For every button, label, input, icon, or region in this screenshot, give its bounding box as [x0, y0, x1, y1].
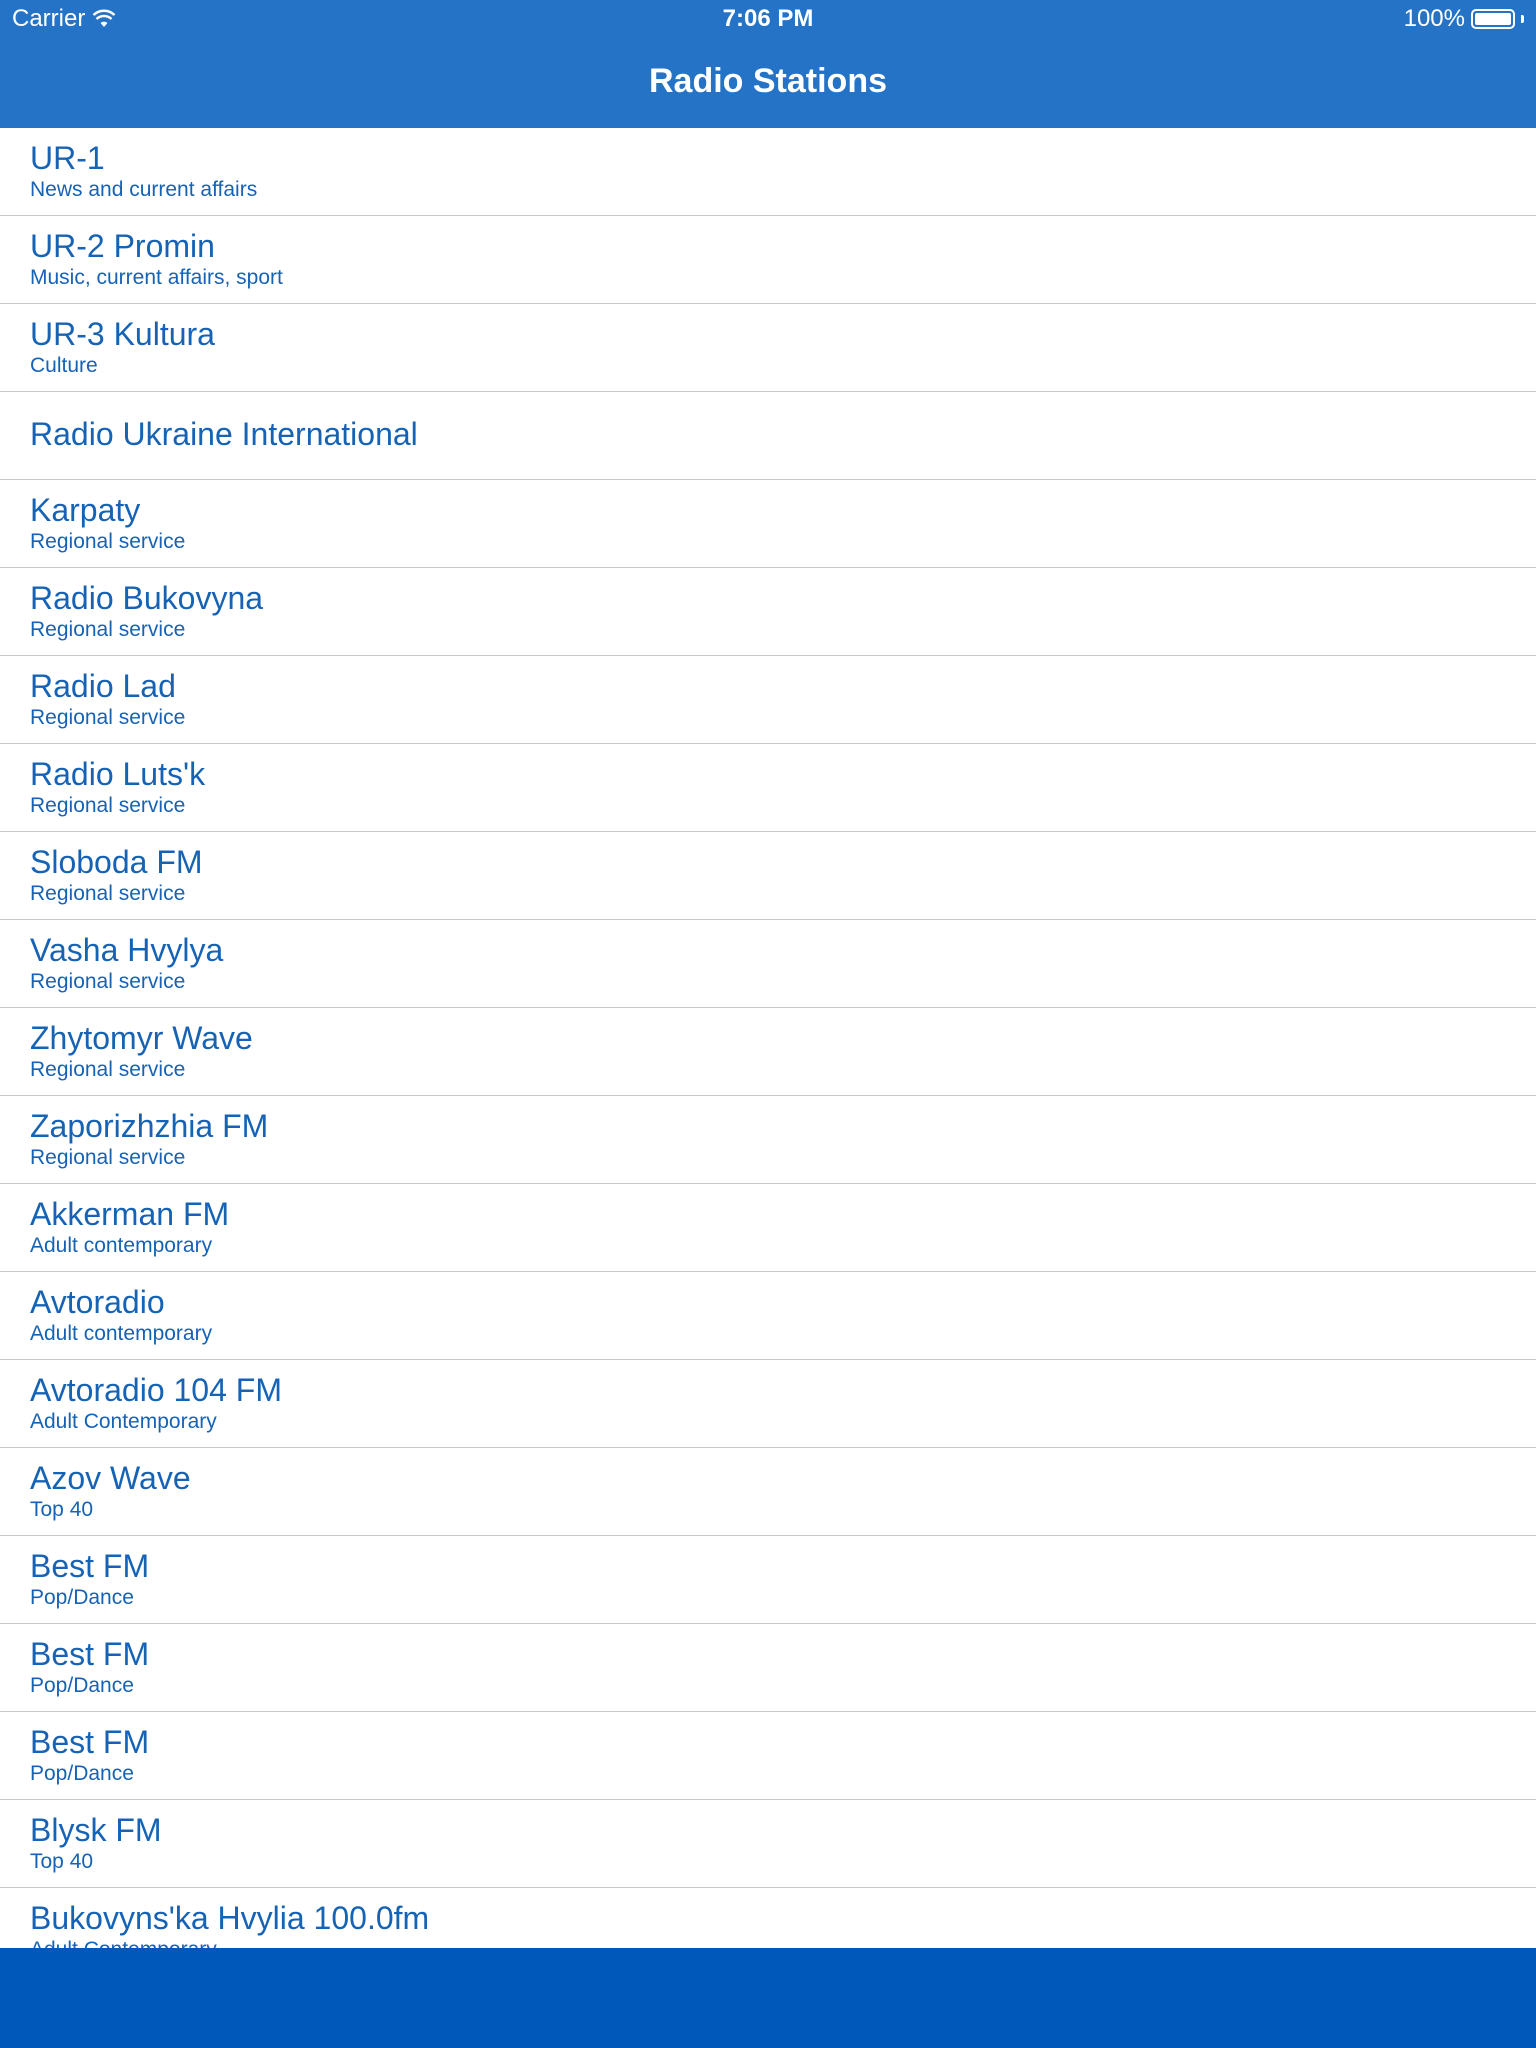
- station-name: Best FM: [30, 1724, 150, 1760]
- station-name: Radio Bukovyna: [30, 580, 264, 616]
- station-name: Sloboda FM: [30, 844, 203, 880]
- page-title: Radio Stations: [648, 62, 888, 100]
- station-name: Akkerman FM: [30, 1196, 230, 1232]
- station-genre: Regional service: [30, 530, 186, 553]
- station-row[interactable]: [0, 1272, 1536, 1360]
- station-genre: Regional service: [30, 970, 186, 993]
- station-name: Karpaty: [30, 492, 141, 528]
- station-row[interactable]: [0, 1448, 1536, 1536]
- station-row[interactable]: [0, 832, 1536, 920]
- station-genre: Regional service: [30, 794, 186, 817]
- station-genre: Top 40: [30, 1850, 94, 1873]
- station-genre: News and current affairs: [30, 178, 258, 201]
- station-row[interactable]: [0, 1536, 1536, 1624]
- station-row[interactable]: [0, 1712, 1536, 1800]
- station-row[interactable]: [0, 1008, 1536, 1096]
- station-row[interactable]: [0, 1096, 1536, 1184]
- station-row[interactable]: [0, 392, 1536, 480]
- station-row[interactable]: [0, 656, 1536, 744]
- battery-indicator: [1404, 5, 1524, 33]
- station-genre: Pop/Dance: [30, 1586, 134, 1609]
- station-row[interactable]: [0, 1184, 1536, 1272]
- station-genre: Pop/Dance: [30, 1674, 134, 1697]
- station-genre: Regional service: [30, 618, 186, 641]
- station-row[interactable]: [0, 304, 1536, 392]
- station-name: Blysk FM: [30, 1812, 162, 1848]
- station-name: Avtoradio 104 FM: [30, 1372, 282, 1408]
- station-genre: Adult contemporary: [30, 1322, 213, 1345]
- station-name: Best FM: [30, 1548, 150, 1584]
- station-genre: Regional service: [30, 1058, 186, 1081]
- station-row[interactable]: [0, 480, 1536, 568]
- station-row[interactable]: [0, 744, 1536, 832]
- station-name: Radio Luts'k: [30, 756, 206, 792]
- station-name: UR-1: [30, 140, 105, 176]
- station-genre: Regional service: [30, 706, 186, 729]
- station-name: Vasha Hvylya: [30, 932, 224, 968]
- station-row[interactable]: [0, 1800, 1536, 1888]
- station-genre: Regional service: [30, 882, 186, 905]
- station-name: Azov Wave: [30, 1460, 191, 1496]
- bottom-toolbar: [0, 1948, 1536, 2048]
- station-name: Zhytomyr Wave: [30, 1020, 253, 1056]
- status-bar: [0, 0, 1536, 40]
- station-row[interactable]: [0, 1360, 1536, 1448]
- station-list[interactable]: [0, 128, 1536, 1948]
- navigation-bar: [0, 0, 1536, 128]
- station-name: UR-3 Kultura: [30, 316, 215, 352]
- station-genre: Regional service: [30, 1146, 186, 1169]
- battery-percent: 100%: [1403, 5, 1465, 32]
- station-row[interactable]: [0, 216, 1536, 304]
- battery-icon: [1471, 9, 1515, 29]
- station-row[interactable]: [0, 568, 1536, 656]
- station-genre: Culture: [30, 354, 98, 377]
- station-genre: Music, current affairs, sport: [30, 266, 283, 289]
- station-row[interactable]: [0, 1624, 1536, 1712]
- station-genre: Adult Contemporary: [30, 1410, 217, 1433]
- station-genre: Pop/Dance: [30, 1762, 134, 1785]
- station-name: Avtoradio: [30, 1284, 165, 1320]
- station-name: Bukovyns'ka Hvylia 100.0fm: [30, 1900, 430, 1936]
- carrier-label: Carrier: [12, 5, 86, 32]
- station-row[interactable]: [0, 128, 1536, 216]
- station-name: Best FM: [30, 1636, 150, 1672]
- station-name: Radio Ukraine International: [30, 416, 418, 452]
- station-name: Radio Lad: [30, 668, 176, 704]
- station-row[interactable]: [0, 920, 1536, 1008]
- station-name: Zaporizhzhia FM: [30, 1108, 269, 1144]
- station-genre: Top 40: [30, 1498, 94, 1521]
- station-genre: Adult contemporary: [30, 1234, 213, 1257]
- station-name: UR-2 Promin: [30, 228, 215, 264]
- clock: 7:06 PM: [722, 5, 814, 32]
